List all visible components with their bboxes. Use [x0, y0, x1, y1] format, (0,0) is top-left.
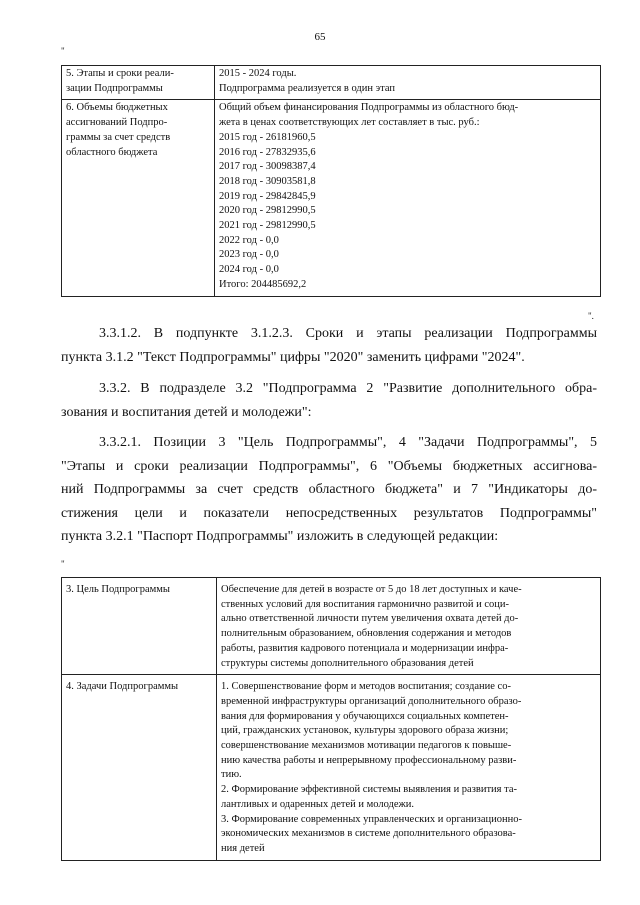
- table-row: [62, 675, 601, 860]
- row-content: Общий объем финансирования Подпрограммы из областного бюд- жета в ценах соответствующих лет составляет в тыс. руб.: 2015 год - 26181960,5 2016 год - 27832935,6 2017 год - 30098387,4 2018 год - 30903581,8 2019 год - 29842845,9 2020 год - 29812990,5 2021 год - 29812990,5 2022 год - 0,0 2023 год - 0,0 2024 год - 0,0 Итого: 204485692,2: [215, 100, 601, 296]
- text-line: 3.3.2. В подразделе 3.2 "Подпрограмма 2 "Развитие дополнительного обра-: [99, 381, 597, 396]
- text-line: 3.3.2.1. Позиции 3 "Цель Подпрограммы", 4 "Задачи Подпрограммы", 5: [99, 435, 597, 450]
- paragraph-3-3-2: [61, 377, 597, 424]
- text-line: ний Подпрограммы за счет средств областного бюджета" и 7 "Индикаторы до-: [61, 482, 597, 497]
- row-content: 2015 - 2024 годы. Подпрограмма реализуется в один этап: [215, 66, 601, 100]
- paragraph-3-3-2-1: [61, 431, 597, 549]
- row-label: 5. Этапы и сроки реали- зации Подпрограммы: [62, 66, 215, 100]
- text-line: пункта 3.1.2 "Текст Подпрограммы" цифры "2020" заменить цифрами "2024".: [61, 349, 525, 365]
- row-label: 4. Задачи Подпрограммы: [62, 675, 217, 860]
- subprogram-passport-table-1: [61, 65, 601, 297]
- opening-quote-mark: ": [61, 559, 65, 569]
- row-label: 3. Цель Подпрограммы: [62, 578, 217, 675]
- table-row: [62, 100, 601, 296]
- table-row: [62, 578, 601, 675]
- table-row: [62, 66, 601, 100]
- opening-quote-mark: ": [61, 46, 65, 56]
- text-line: стижения цели и показатели непосредственных результатов Подпрограммы": [61, 505, 597, 521]
- row-content: Обеспечение для детей в возрасте от 5 до 18 лет доступных и каче- ственных условий для воспитания гармонично развитой и соци- ально ответственной личности путем увеличения охвата детей до- полнительным образованием, обновления содержания и методов работы, развития кадрового потенциала и модернизации инфра- структуры системы дополнительного образования детей: [217, 578, 601, 675]
- closing-quote-mark: ".: [588, 311, 594, 321]
- subprogram-passport-table-2: [61, 577, 601, 861]
- page-number: 65: [314, 31, 326, 43]
- text-line: зования и воспитания детей и молодежи":: [61, 404, 312, 420]
- row-content: 1. Совершенствование форм и методов воспитания; создание со- временной инфраструктуры организаций дополнительного образо- вания для формирования у обучающихся социальных компетен- ций, гражданских установок, культуры здорового образа жизни; совершенствование механизмов мотивации педагогов к повыше- нию качества работы и непрерывному профессиональному разви- тию. 2. Формирование эффективной системы выявления и развития та- лантливых и одаренных детей и молодежи. 3. Формирование современных управленческих и организационно- экономических механизмов в системе дополнительного образова- ния детей: [217, 675, 601, 860]
- text-line: пункта 3.2.1 "Паспорт Подпрограммы" изложить в следующей редакции:: [61, 529, 499, 544]
- text-line: "Этапы и сроки реализации Подпрограммы", 6 "Объемы бюджетных ассигнова-: [61, 458, 597, 474]
- text-line: 3.3.1.2. В подпункте 3.1.2.3. Сроки и этапы реализации Подпрограммы: [99, 326, 597, 341]
- paragraph-3-3-1-2: [61, 322, 597, 369]
- row-label: 6. Объемы бюджетных ассигнований Подпро- граммы за счет средств областного бюджета: [62, 100, 215, 296]
